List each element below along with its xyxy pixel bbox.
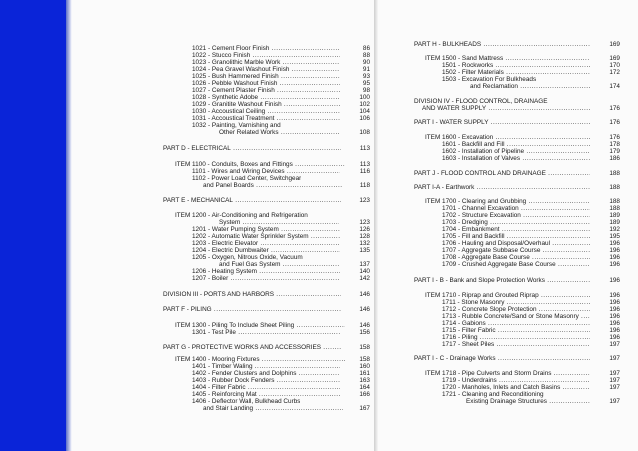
toc-page-number: 196	[609, 327, 620, 334]
toc-entry	[163, 291, 370, 298]
toc-entry	[425, 198, 620, 205]
toc-entry	[163, 306, 370, 313]
book-spine	[0, 0, 66, 451]
toc-page-number: 146	[359, 322, 370, 329]
toc-page-number: 146	[359, 306, 370, 313]
toc-entry	[442, 320, 620, 327]
toc-page-number: 196	[609, 306, 620, 313]
toc-page-number: 197	[609, 398, 620, 405]
toc-page-number: 146	[359, 291, 370, 298]
toc-entry-title: Other Related Works .....	[219, 129, 339, 136]
toc-page-number: 86	[362, 45, 370, 52]
toc-entry-title: 1501 - Rockworks .....	[442, 62, 590, 69]
toc-entry-title: 1028 - Synthetic Adobe .....	[192, 94, 340, 101]
toc-page-number: 108	[359, 129, 370, 136]
toc-entry	[442, 377, 620, 384]
toc-entry-title: 1405 - Reinforcing Mat .....	[192, 391, 340, 398]
toc-entry	[192, 377, 370, 384]
toc-entry	[192, 108, 370, 115]
toc-entry-title: 1716 - Piling .....	[442, 334, 590, 341]
toc-entry-title: PART I - C - Drainage Works .....	[414, 355, 590, 362]
toc-page-number: 118	[359, 182, 370, 189]
toc-entry	[425, 292, 620, 299]
toc-entry-title: 1712 - Concrete Slope Protection .....	[442, 306, 590, 313]
toc-entry	[192, 80, 370, 87]
toc-entry	[192, 384, 370, 391]
toc-page-number: 192	[609, 226, 620, 233]
toc-entry	[414, 119, 620, 126]
toc-entry	[163, 197, 370, 204]
toc-page-number: 104	[359, 108, 370, 115]
toc-entry	[192, 329, 370, 336]
toc-entry	[442, 247, 620, 254]
toc-entry	[192, 66, 370, 73]
toc-page-number: 176	[609, 119, 620, 126]
toc-entry	[192, 391, 370, 398]
toc-page-number: 188	[609, 205, 620, 212]
toc-entry	[192, 247, 370, 254]
toc-page-number: 176	[609, 134, 620, 141]
toc-page-number: 113	[359, 161, 370, 168]
toc-entry-title: 1201 - Water Pumping System .....	[192, 226, 340, 233]
toc-entry-title: 1101 - Wires and Wiring Devices .....	[192, 168, 340, 175]
toc-page-number: 140	[359, 268, 370, 275]
toc-page-number: 123	[359, 197, 370, 204]
toc-entry	[203, 182, 370, 189]
toc-entry	[442, 384, 620, 391]
toc-entry-title: 1203 - Electric Elevator .....	[192, 240, 340, 247]
toc-entry-title: PART J - FLOOD CONTROL AND DRAINAGE .....	[414, 170, 590, 177]
toc-entry-title: 1301 - Test Pile .....	[192, 329, 340, 336]
toc-page-number: 189	[609, 212, 620, 219]
toc-entry-title: System .....	[219, 219, 339, 226]
toc-entry-title: PART D - ELECTRICAL .....	[163, 145, 341, 152]
toc-entry-title: 1702 - Structure Excavation .....	[442, 212, 590, 219]
toc-entry	[192, 52, 370, 59]
toc-entry-title: 1406 - Deflector Wall, Bulkhead Curbs	[192, 398, 301, 405]
toc-page-number: 179	[609, 148, 620, 155]
toc-page-number: 158	[359, 344, 370, 351]
toc-entry-title: PART E - MECHANICAL .....	[163, 197, 341, 204]
toc-entry	[442, 313, 620, 320]
toc-entry-title: 1404 - Filter Fabric .....	[192, 384, 340, 391]
toc-entry-title: 1708 - Aggregate Base Course .....	[442, 254, 590, 261]
toc-entry	[425, 134, 620, 141]
toc-entry-title: PART I-A - Earthwork .....	[414, 184, 590, 191]
toc-page-number: 160	[359, 363, 370, 370]
toc-entry	[414, 355, 620, 362]
toc-page-number: 196	[609, 334, 620, 341]
toc-page-number: 197	[609, 355, 620, 362]
toc-entry-title: PART F - PILING .....	[163, 306, 341, 313]
toc-entry	[422, 105, 620, 112]
toc-entry	[442, 341, 620, 348]
toc-page-number: 88	[362, 52, 370, 59]
toc-entry	[442, 205, 620, 212]
toc-entry-title: 1030 - Accoustical Ceiling .....	[192, 108, 340, 115]
toc-entry-title: 1711 - Stone Masonry .....	[442, 299, 590, 306]
toc-entry-title: 1713 - Rubble Concrete/Sand or Stone Masonry .....	[442, 313, 590, 320]
toc-entry-title: 1029 - Granitite Washout Finish .....	[192, 101, 340, 108]
toc-entry	[163, 344, 370, 351]
toc-entry-title: ITEM 1700 - Clearing and Grubbing .....	[425, 198, 590, 205]
toc-entry	[442, 327, 620, 334]
toc-entry	[442, 155, 620, 162]
toc-entry-title: 1715 - Filter Fabric .....	[442, 327, 590, 334]
toc-entry	[192, 233, 370, 240]
toc-page-number: 135	[359, 247, 370, 254]
toc-page-number: 169	[609, 55, 620, 62]
toc-entry	[192, 370, 370, 377]
toc-entry	[414, 277, 620, 284]
toc-page-number: 196	[609, 247, 620, 254]
toc-entry-title: 1202 - Automatic Water Sprinkler System .....	[192, 233, 340, 240]
toc-entry	[414, 98, 548, 105]
toc-entry	[466, 398, 620, 405]
toc-entry	[442, 261, 620, 268]
toc-entry-title: 1401 - Timber Waling .....	[192, 363, 340, 370]
toc-page-number: 142	[359, 275, 370, 282]
toc-entry-title: PART I - B - Bank and Slope Protection Works .....	[414, 277, 590, 284]
toc-page-number: 197	[609, 370, 620, 377]
toc-page-number: 98	[362, 87, 370, 94]
toc-page-number: 91	[362, 66, 370, 73]
toc-entry	[442, 334, 620, 341]
toc-page-number: 100	[359, 94, 370, 101]
toc-page-number: 161	[359, 370, 370, 377]
toc-entry	[414, 170, 620, 177]
toc-entry-title: 1031 - Accoustical Treatment .....	[192, 115, 340, 122]
toc-entry-title: 1022 - Stucco Finish .....	[192, 52, 340, 59]
toc-entry	[192, 87, 370, 94]
toc-entry-title: 1603 - Installation of Valves .....	[442, 155, 590, 162]
toc-entry	[442, 391, 544, 398]
toc-entry	[425, 55, 620, 62]
toc-page-number: 196	[609, 313, 620, 320]
toc-entry	[442, 219, 620, 226]
toc-page-number: 132	[359, 240, 370, 247]
toc-entry	[442, 233, 620, 240]
toc-entry-title: 1205 - Oxygen, Nitrous Oxide, Vacuum	[192, 254, 303, 261]
toc-entry-title: 1717 - Sheet Piles .....	[442, 341, 590, 348]
toc-entry-title: Existing Drainage Structures .....	[466, 398, 590, 405]
toc-entry	[442, 254, 620, 261]
toc-entry	[203, 405, 370, 412]
toc-entry	[192, 168, 370, 175]
toc-page-number: 196	[609, 292, 620, 299]
toc-page-number: 174	[609, 83, 620, 90]
toc-page-number: 196	[609, 254, 620, 261]
toc-entry	[192, 45, 370, 52]
toc-entry-title: 1207 - Boiler .....	[192, 275, 340, 282]
toc-page-number: 156	[359, 329, 370, 336]
toc-entry-title: 1701 - Channel Excavation .....	[442, 205, 590, 212]
toc-entry-title: AND WATER SUPPLY .....	[422, 105, 590, 112]
toc-page-number: 172	[609, 69, 620, 76]
toc-entry-title: and Panel Boards .....	[203, 182, 343, 189]
toc-entry	[175, 356, 370, 363]
toc-entry	[442, 141, 620, 148]
toc-entry-title: and Fuel Gas System .....	[219, 261, 339, 268]
toc-page-number: 102	[359, 101, 370, 108]
toc-entry-title: 1721 - Cleaning and Reconditioning	[442, 391, 544, 398]
toc-page-number: 163	[359, 377, 370, 384]
toc-entry-title: 1707 - Aggregate Subbase Course .....	[442, 247, 590, 254]
toc-entry-title: ITEM 1718 - Pipe Culverts and Storm Drains .....	[425, 370, 590, 377]
toc-entry	[192, 115, 370, 122]
toc-entry	[192, 59, 370, 66]
toc-entry-title: PART G - PROTECTIVE WORKS AND ACCESSORIES .....	[163, 344, 341, 351]
toc-entry	[192, 254, 303, 261]
toc-page-number: 197	[609, 384, 620, 391]
toc-page-number: 164	[359, 384, 370, 391]
toc-page-number: 128	[359, 233, 370, 240]
toc-page-number: 196	[609, 299, 620, 306]
toc-entry-title: PART I - WATER SUPPLY .....	[414, 119, 590, 126]
toc-entry-title: 1709 - Crushed Aggregate Base Course .....	[442, 261, 590, 268]
toc-entry-title: 1502 - Filter Materials .....	[442, 69, 590, 76]
toc-page-number: 116	[359, 168, 370, 175]
toc-page-number: 90	[362, 59, 370, 66]
toc-page-number: 166	[359, 391, 370, 398]
toc-page-number: 176	[609, 105, 620, 112]
toc-entry-title: 1704 - Embankment .....	[442, 226, 590, 233]
toc-entry	[442, 76, 536, 83]
toc-entry-title: ITEM 1100 - Conduits, Boxes and Fittings .....	[175, 161, 345, 168]
toc-entry	[192, 73, 370, 80]
toc-entry	[442, 240, 620, 247]
toc-page-number: 195	[609, 233, 620, 240]
toc-entry-title: 1025 - Bush Hammered Finish .....	[192, 73, 340, 80]
toc-page-number: 196	[609, 277, 620, 284]
toc-entry	[442, 148, 620, 155]
toc-entry	[175, 322, 370, 329]
toc-entry	[219, 261, 370, 268]
toc-entry	[175, 212, 308, 219]
toc-entry	[192, 240, 370, 247]
toc-entry	[470, 83, 620, 90]
toc-page-number: 167	[359, 405, 370, 412]
toc-entry-title: DIVISION IV - FLOOD CONTROL, DRAINAGE	[414, 98, 548, 105]
toc-entry-title: 1027 - Cement Plaster Finish .....	[192, 87, 340, 94]
toc-entry	[192, 175, 301, 182]
toc-entry-title: 1032 - Painting, Varnishing and	[192, 122, 281, 129]
toc-entry-title: ITEM 1600 - Excavation .....	[425, 134, 590, 141]
toc-entry-title: ITEM 1300 - Piling To Include Sheet Piling .....	[175, 322, 345, 329]
toc-page-number: 197	[609, 341, 620, 348]
toc-page-number: 106	[359, 115, 370, 122]
toc-entry-title: 1026 - Pebble Washout Finish .....	[192, 80, 340, 87]
toc-page-number: 126	[359, 226, 370, 233]
toc-entry	[192, 226, 370, 233]
toc-entry-title: DIVISION III - PORTS AND HARBORS .....	[163, 291, 341, 298]
toc-page-number: 95	[362, 80, 370, 87]
toc-entry	[192, 122, 281, 129]
toc-entry-title: 1021 - Cement Floor Finish .....	[192, 45, 340, 52]
toc-page-number: 186	[609, 155, 620, 162]
toc-page-number: 188	[609, 184, 620, 191]
toc-page-number: 178	[609, 141, 620, 148]
toc-entry-title: 1023 - Granolithic Marble Work .....	[192, 59, 340, 66]
toc-entry	[192, 268, 370, 275]
toc-page-number: 170	[609, 62, 620, 69]
toc-entry-title: 1402 - Fender Clusters and Dolphins .....	[192, 370, 340, 377]
toc-entry-title: ITEM 1200 - Air-Conditioning and Refrigeration	[175, 212, 308, 219]
toc-entry-title: 1024 - Pea Gravel Washout Finish .....	[192, 66, 340, 73]
toc-entry-title: and Stair Landing .....	[203, 405, 343, 412]
toc-page-number: 137	[359, 261, 370, 268]
toc-entry	[414, 41, 620, 48]
toc-page-number: 158	[359, 356, 370, 363]
toc-entry	[163, 145, 370, 152]
toc-entry-title: ITEM 1500 - Sand Mattress .....	[425, 55, 590, 62]
toc-page-number: 93	[362, 73, 370, 80]
toc-entry	[442, 69, 620, 76]
toc-entry-title: 1601 - Backfill and Fill .....	[442, 141, 590, 148]
toc-entry	[175, 161, 370, 168]
toc-entry	[192, 101, 370, 108]
toc-page-number: 196	[609, 320, 620, 327]
toc-entry	[442, 212, 620, 219]
toc-entry-title: 1720 - Manholes, Inlets and Catch Basins .....	[442, 384, 590, 391]
toc-entry	[442, 226, 620, 233]
toc-entry	[219, 129, 370, 136]
toc-page-number: 188	[609, 198, 620, 205]
toc-entry	[442, 306, 620, 313]
toc-page-number: 196	[609, 261, 620, 268]
toc-entry-title: 1714 - Gabions .....	[442, 320, 590, 327]
toc-entry-title: 1705 - Fill and Backfill .....	[442, 233, 590, 240]
toc-entry-title: ITEM 1710 - Riprap and Grouted Riprap .....	[425, 292, 590, 299]
toc-entry	[414, 184, 620, 191]
toc-entry-title: 1403 - Rubber Dock Fenders .....	[192, 377, 340, 384]
toc-page-number: 196	[609, 240, 620, 247]
toc-entry	[192, 398, 300, 405]
toc-entry-title: 1706 - Hauling and Disposal/Overhaul .....	[442, 240, 590, 247]
toc-entry-title: 1703 - Dredging .....	[442, 219, 590, 226]
toc-page-number: 123	[359, 219, 370, 226]
toc-entry-title: 1602 - Installation of Pipeline .....	[442, 148, 590, 155]
toc-entry	[192, 275, 370, 282]
toc-entry-title: and Reclamation .....	[470, 83, 590, 90]
toc-entry	[425, 370, 620, 377]
toc-entry	[192, 94, 370, 101]
toc-page-number: 113	[359, 145, 370, 152]
toc-entry-title: 1719 - Underdrains .....	[442, 377, 590, 384]
toc-entry-title: 1102 - Power Load Center, Switchgear	[192, 175, 302, 182]
toc-page-number: 197	[609, 377, 620, 384]
toc-entry	[192, 363, 370, 370]
toc-entry-title: 1206 - Heating System .....	[192, 268, 340, 275]
toc-entry	[219, 219, 370, 226]
toc-entry-title: 1204 - Electric Dumbwaiter .....	[192, 247, 340, 254]
toc-page-number: 169	[609, 41, 620, 48]
toc-entry	[442, 299, 620, 306]
toc-entry	[442, 62, 620, 69]
toc-entry-title: 1503 - Excavation For Bulkheads	[442, 76, 537, 83]
toc-page-number: 188	[609, 170, 620, 177]
toc-entry-title: PART H - BULKHEADS .....	[414, 41, 590, 48]
toc-page-number: 189	[609, 219, 620, 226]
toc-entry-title: ITEM 1400 - Mooring Fixtures .....	[175, 356, 345, 363]
